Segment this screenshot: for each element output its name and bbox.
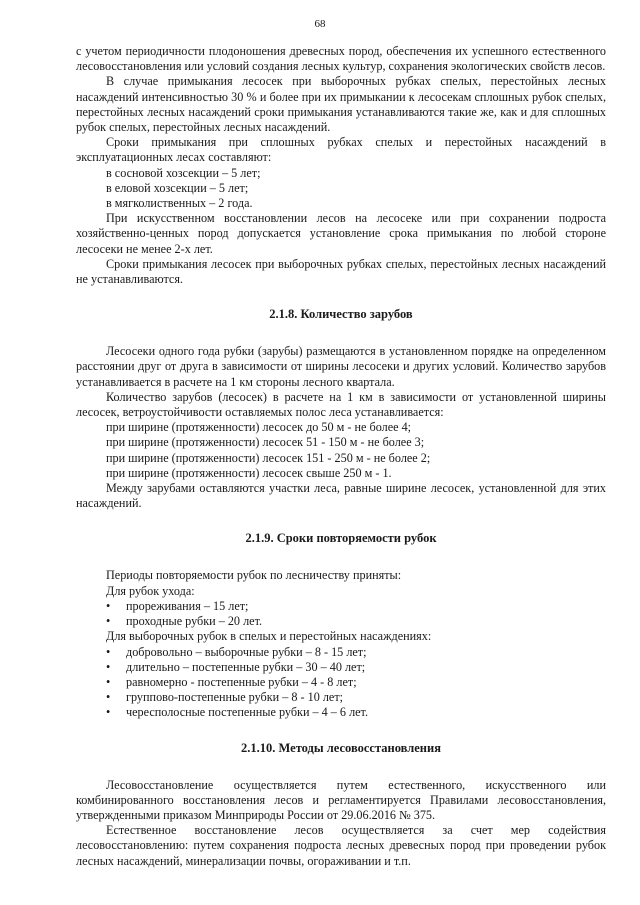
section-heading: 2.1.10. Методы лесовосстановления — [241, 740, 441, 755]
paragraph: Лесовосстановление осуществляется путем естественного, искусственного или комбинированного восстановления лесов и регламентируется Правилами лесовосстановления, утвержденными приказом Минприроды России от 29.06.2016 № 375. — [76, 777, 606, 822]
list-line: в мягколиственных – 2 года. — [106, 196, 253, 211]
page-number: 68 — [314, 18, 326, 30]
paragraph: Количество зарубов (лесосек) в расчете на 1 км в зависимости от установленной ширины лесосек, ветроустойчивости оставляемых полос леса устанавливается: — [76, 389, 606, 420]
list-line: при ширине (протяженности) лесосек до 50 м - не более 4; — [106, 420, 412, 435]
list-item: • группово-постепенные рубки – 8 - 10 лет; — [106, 690, 344, 705]
paragraph: Сроки примыкания при сплошных рубках спелых и перестойных насаждений в эксплуатационных лесах составляют: — [76, 135, 606, 165]
list-label: Для рубок ухода: — [106, 583, 195, 598]
list-item: • длительно – постепенные рубки – 30 – 40 лет; — [106, 659, 366, 674]
list-item: • равномерно - постепенные рубки – 4 - 8 лет; — [106, 674, 357, 689]
bullet-icon: • — [106, 614, 111, 629]
care-list — [76, 599, 606, 629]
paragraph: Периоды повторяемости рубок по лесничеству приняты: — [106, 568, 402, 583]
section-heading: 2.1.8. Количество зарубов — [269, 307, 413, 322]
list-line: в сосновой хозсекции – 5 лет; — [106, 165, 261, 180]
list-item: • прореживания – 15 лет; — [106, 598, 249, 613]
selective-list — [76, 645, 606, 721]
paragraph: В случае примыкания лесосек при выборочных рубках спелых, перестойных лесных насаждений интенсивностью 30 % и более при их примыкании к лесосекам сплошных рубок спелых, перестойных лесных насаждений сроки примыкания устанавливаются такие же, как и для сплошных рубок спелых, перестойных лесных насаждений. — [76, 74, 606, 135]
paragraph: При искусственном восстановлении лесов на лесосеке или при сохранении подроста хозяйственно-ценных пород допускается установление срока примыкания по любой стороне лесосеки не менее 2-х лет. — [76, 211, 606, 256]
list-item: • чересполосные постепенные рубки – 4 – 6 лет. — [106, 705, 369, 720]
list-label: Для выборочных рубок в спелых и перестойных насаждениях: — [106, 629, 432, 644]
bullet-icon: • — [106, 690, 111, 705]
bullet-icon: • — [106, 644, 111, 659]
paragraph: Естественное восстановление лесов осуществляется за счет мер содействия лесовосстановлению: путем сохранения подроста лесных древесных пород при проведении рубок лесных насаждений, минерализации почвы, огораживании и т.п. — [76, 823, 606, 868]
section-heading: 2.1.9. Сроки повторяемости рубок — [245, 531, 437, 546]
list-line: при ширине (протяженности) лесосек 51 - 150 м - не более 3; — [106, 435, 425, 450]
list-line: при ширине (протяженности) лесосек свыше 250 м - 1. — [106, 465, 392, 480]
bullet-icon: • — [106, 705, 111, 720]
paragraph: с учетом периодичности плодоношения древесных пород, обеспечения их успешного естественного лесовосстановления или условий создания лесных культур, сохранения экологических свойств лесов. — [76, 44, 606, 74]
list-line: при ширине (протяженности) лесосек 151 - 250 м - не более 2; — [106, 450, 431, 465]
list-line: в еловой хозсекции – 5 лет; — [106, 180, 249, 195]
paragraph: Лесосеки одного года рубки (зарубы) размещаются в установленном порядке на определенном расстоянии друг от друга в зависимости от ширины лесосеки и других условий. Количество зарубов устанавливается в расчете на 1 км стороны лесного квартала. — [76, 344, 606, 389]
bullet-icon: • — [106, 598, 111, 613]
bullet-icon: • — [106, 659, 111, 674]
paragraph: Сроки примыкания лесосек при выборочных рубках спелых, перестойных лесных насаждений не устанавливаются. — [76, 256, 606, 287]
list-item: • проходные рубки – 20 лет. — [106, 614, 263, 629]
paragraph: Между зарубами оставляются участки леса, равные ширине лесосек, установленной для этих насаждений. — [76, 481, 606, 511]
list-item: • добровольно – выборочные рубки – 8 - 15 лет; — [106, 644, 367, 659]
page-body — [76, 44, 606, 869]
bullet-icon: • — [106, 674, 111, 689]
